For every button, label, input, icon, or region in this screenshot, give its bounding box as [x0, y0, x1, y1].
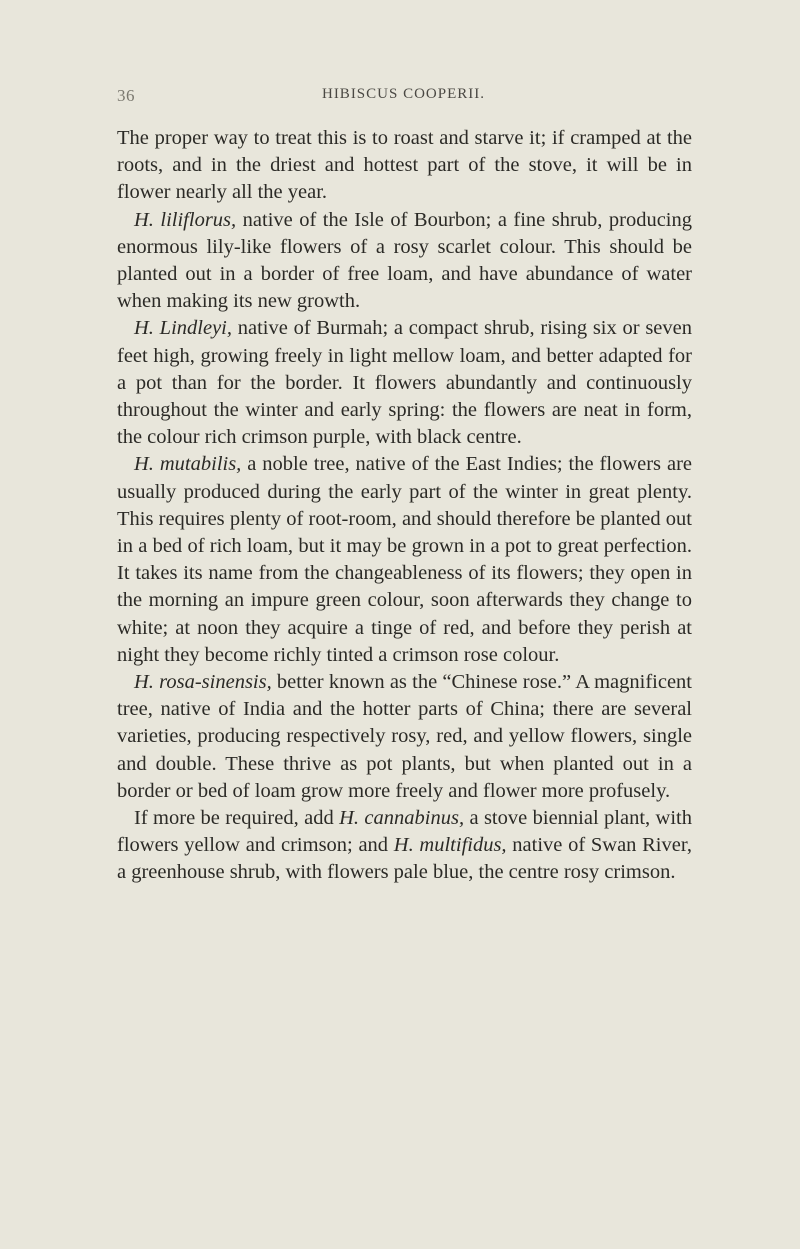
paragraph-text: better known as the “Chinese rose.” A magnificent tree, native of India and the hotter parts of China; there are several varieties, producing respectively rosy, red, and yellow flowers, single and double. These thrive as pot plants, but when planted out in a border or bed of loam grow more freely and flower more profusely.: [117, 671, 693, 802]
paragraph-text: native of Burmah; a compact shrub, rising six or seven feet high, growing freely in light mellow loam, and better adapted for a pot than for the border. It flowers abundantly and continuously throughout the winter and early spring: the flowers are neat in form, the colour rich crimson purple, with black centre.: [117, 317, 692, 449]
paragraph-additional: [117, 805, 692, 887]
paragraph-intro: [117, 125, 692, 207]
body-text: [117, 125, 692, 887]
species-name: H. mutabilis,: [134, 453, 242, 476]
paragraph-text: native of Swan River, a greenhouse shrub, with flowers pale blue, the centre rosy crimson.: [117, 834, 692, 884]
running-head: [117, 86, 690, 110]
paragraph-text: native of the Isle of Bourbon; a fine shrub, producing enormous lily-like flowers of a rosy scarlet colour. This should be planted out in a border of free loam, and have abundance of water when making its new growth.: [117, 208, 693, 313]
species-name: H. multifidus,: [393, 834, 507, 857]
species-name: H. Lindleyi,: [134, 317, 232, 340]
paragraph-text: If more be required, add: [134, 807, 340, 830]
species-name: H. rosa-sinensis,: [134, 671, 272, 694]
paragraph-rosa-sinensis: [117, 669, 692, 805]
species-name: H. liliflorus,: [134, 208, 237, 231]
page-number: 36: [117, 86, 135, 105]
paragraph-liliflorus: [117, 207, 692, 316]
paragraph-text: The proper way to treat this is to roast and starve it; if cramped at the roots, and in the driest and hottest part of the stove, it will be in flower nearly all the year.: [117, 127, 692, 204]
running-title: HIBISCUS COOPERII.: [321, 86, 486, 102]
paragraph-lindleyi: [117, 315, 692, 451]
species-name: H. cannabinus,: [339, 807, 465, 830]
paragraph-text: a stove biennial plant, with flowers yellow and crimson; and: [117, 807, 692, 857]
paragraph-text: a noble tree, native of the East Indies; the flowers are usually produced during the early part of the winter in great plenty. This requires plenty of root-room, and should therefore be planted out in a bed of rich loam, but it may be grown in a pot to great perfection. It takes its name from the changeableness of its flowers; they open in the morning an impure green colour, soon afterwards they change to white; at noon they acquire a tinge of red, and before they perish at night they become richly tinted a crimson rose colour.: [117, 453, 692, 666]
paragraph-mutabilis: [117, 451, 692, 669]
